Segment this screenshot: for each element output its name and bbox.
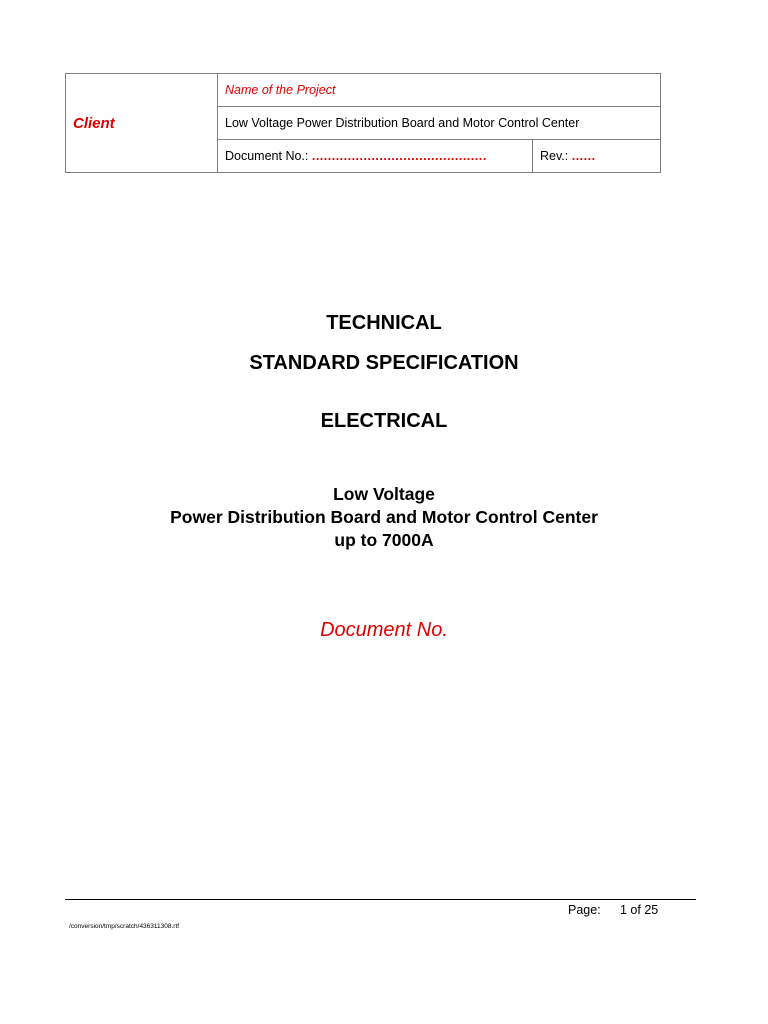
document-no-value: ............................................	[311, 149, 487, 163]
rev-value: ......	[571, 149, 596, 163]
project-name-cell	[218, 107, 661, 140]
document-no-label: Document No.:	[225, 149, 309, 163]
title-technical: TECHNICAL	[326, 312, 442, 334]
client-label: Client	[73, 114, 115, 132]
footer-divider	[65, 899, 696, 900]
file-path: /conversion/tmp/scratch/436311308.rtf	[69, 923, 180, 930]
project-label-cell	[218, 74, 661, 107]
subject-line-2: Power Distribution Board and Motor Control Center	[170, 507, 598, 527]
title-electrical: ELECTRICAL	[320, 410, 448, 432]
document-no-heading: Document No.	[320, 619, 448, 641]
project-name: Low Voltage Power Distribution Board and Motor Control Center	[225, 116, 580, 130]
page-number: 1 of 25	[620, 903, 659, 917]
rev-cell	[533, 140, 661, 173]
document-header-table	[65, 73, 661, 173]
document-no-cell	[218, 140, 533, 173]
client-cell	[66, 74, 218, 173]
subject-block	[0, 483, 768, 552]
title-standard-specification: STANDARD SPECIFICATION	[249, 352, 519, 374]
page-label: Page:	[568, 903, 601, 917]
rev-label: Rev.:	[540, 149, 569, 163]
subject-line-1: Low Voltage	[333, 484, 435, 504]
subject-line-3: up to 7000A	[334, 530, 434, 550]
project-label: Name of the Project	[225, 83, 336, 97]
